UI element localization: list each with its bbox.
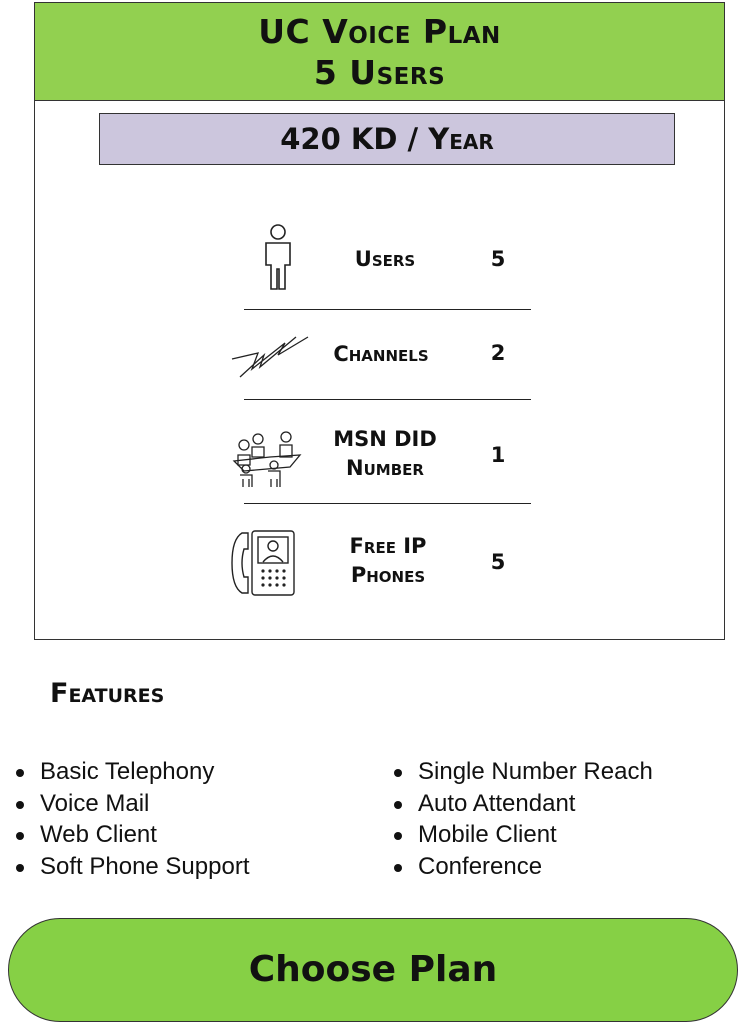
spec-msn-did-label-line2: Number [346, 456, 424, 480]
list-item: Basic Telephony [14, 756, 249, 788]
plan-subtitle: 5 Users [313, 53, 446, 92]
plan-card [34, 2, 725, 640]
list-item: Soft Phone Support [14, 851, 249, 883]
spec-channels [230, 323, 540, 388]
list-item: Web Client [14, 819, 249, 851]
list-item: Voice Mail [14, 788, 249, 820]
spec-free-ip-value: 5 [490, 550, 506, 574]
group-meeting-icon [230, 427, 302, 487]
spec-channels-label: Channels [333, 342, 429, 366]
plan-title: UC Voice Plan [258, 12, 501, 51]
spec-free-ip-label-line1: Free IP [349, 534, 427, 558]
features-title: Features [50, 678, 165, 709]
features-list-left [14, 756, 249, 882]
list-item: Auto Attendant [392, 788, 653, 820]
lightning-icon [230, 329, 310, 384]
spec-users [230, 223, 540, 293]
price-banner: 420 KD / Year [99, 113, 675, 165]
features-list-right [392, 756, 653, 882]
divider [244, 503, 531, 504]
divider [244, 399, 531, 400]
spec-free-ip-label-line2: Phones [350, 563, 426, 587]
user-icon [258, 223, 298, 293]
list-item: Conference [392, 851, 653, 883]
choose-plan-button[interactable]: Choose Plan [8, 918, 738, 1022]
spec-channels-value: 2 [490, 341, 506, 365]
divider [244, 309, 531, 310]
spec-msn-did-value: 1 [490, 443, 506, 467]
plan-header [35, 3, 724, 101]
spec-msn-did-label-line1: MSN DID [333, 427, 437, 451]
list-item: Single Number Reach [392, 756, 653, 788]
ip-phone-icon [230, 527, 298, 597]
spec-msn-did [230, 423, 540, 493]
spec-free-ip-phones [230, 525, 540, 600]
spec-users-label: Users [354, 247, 416, 271]
spec-users-value: 5 [490, 247, 506, 271]
list-item: Mobile Client [392, 819, 653, 851]
